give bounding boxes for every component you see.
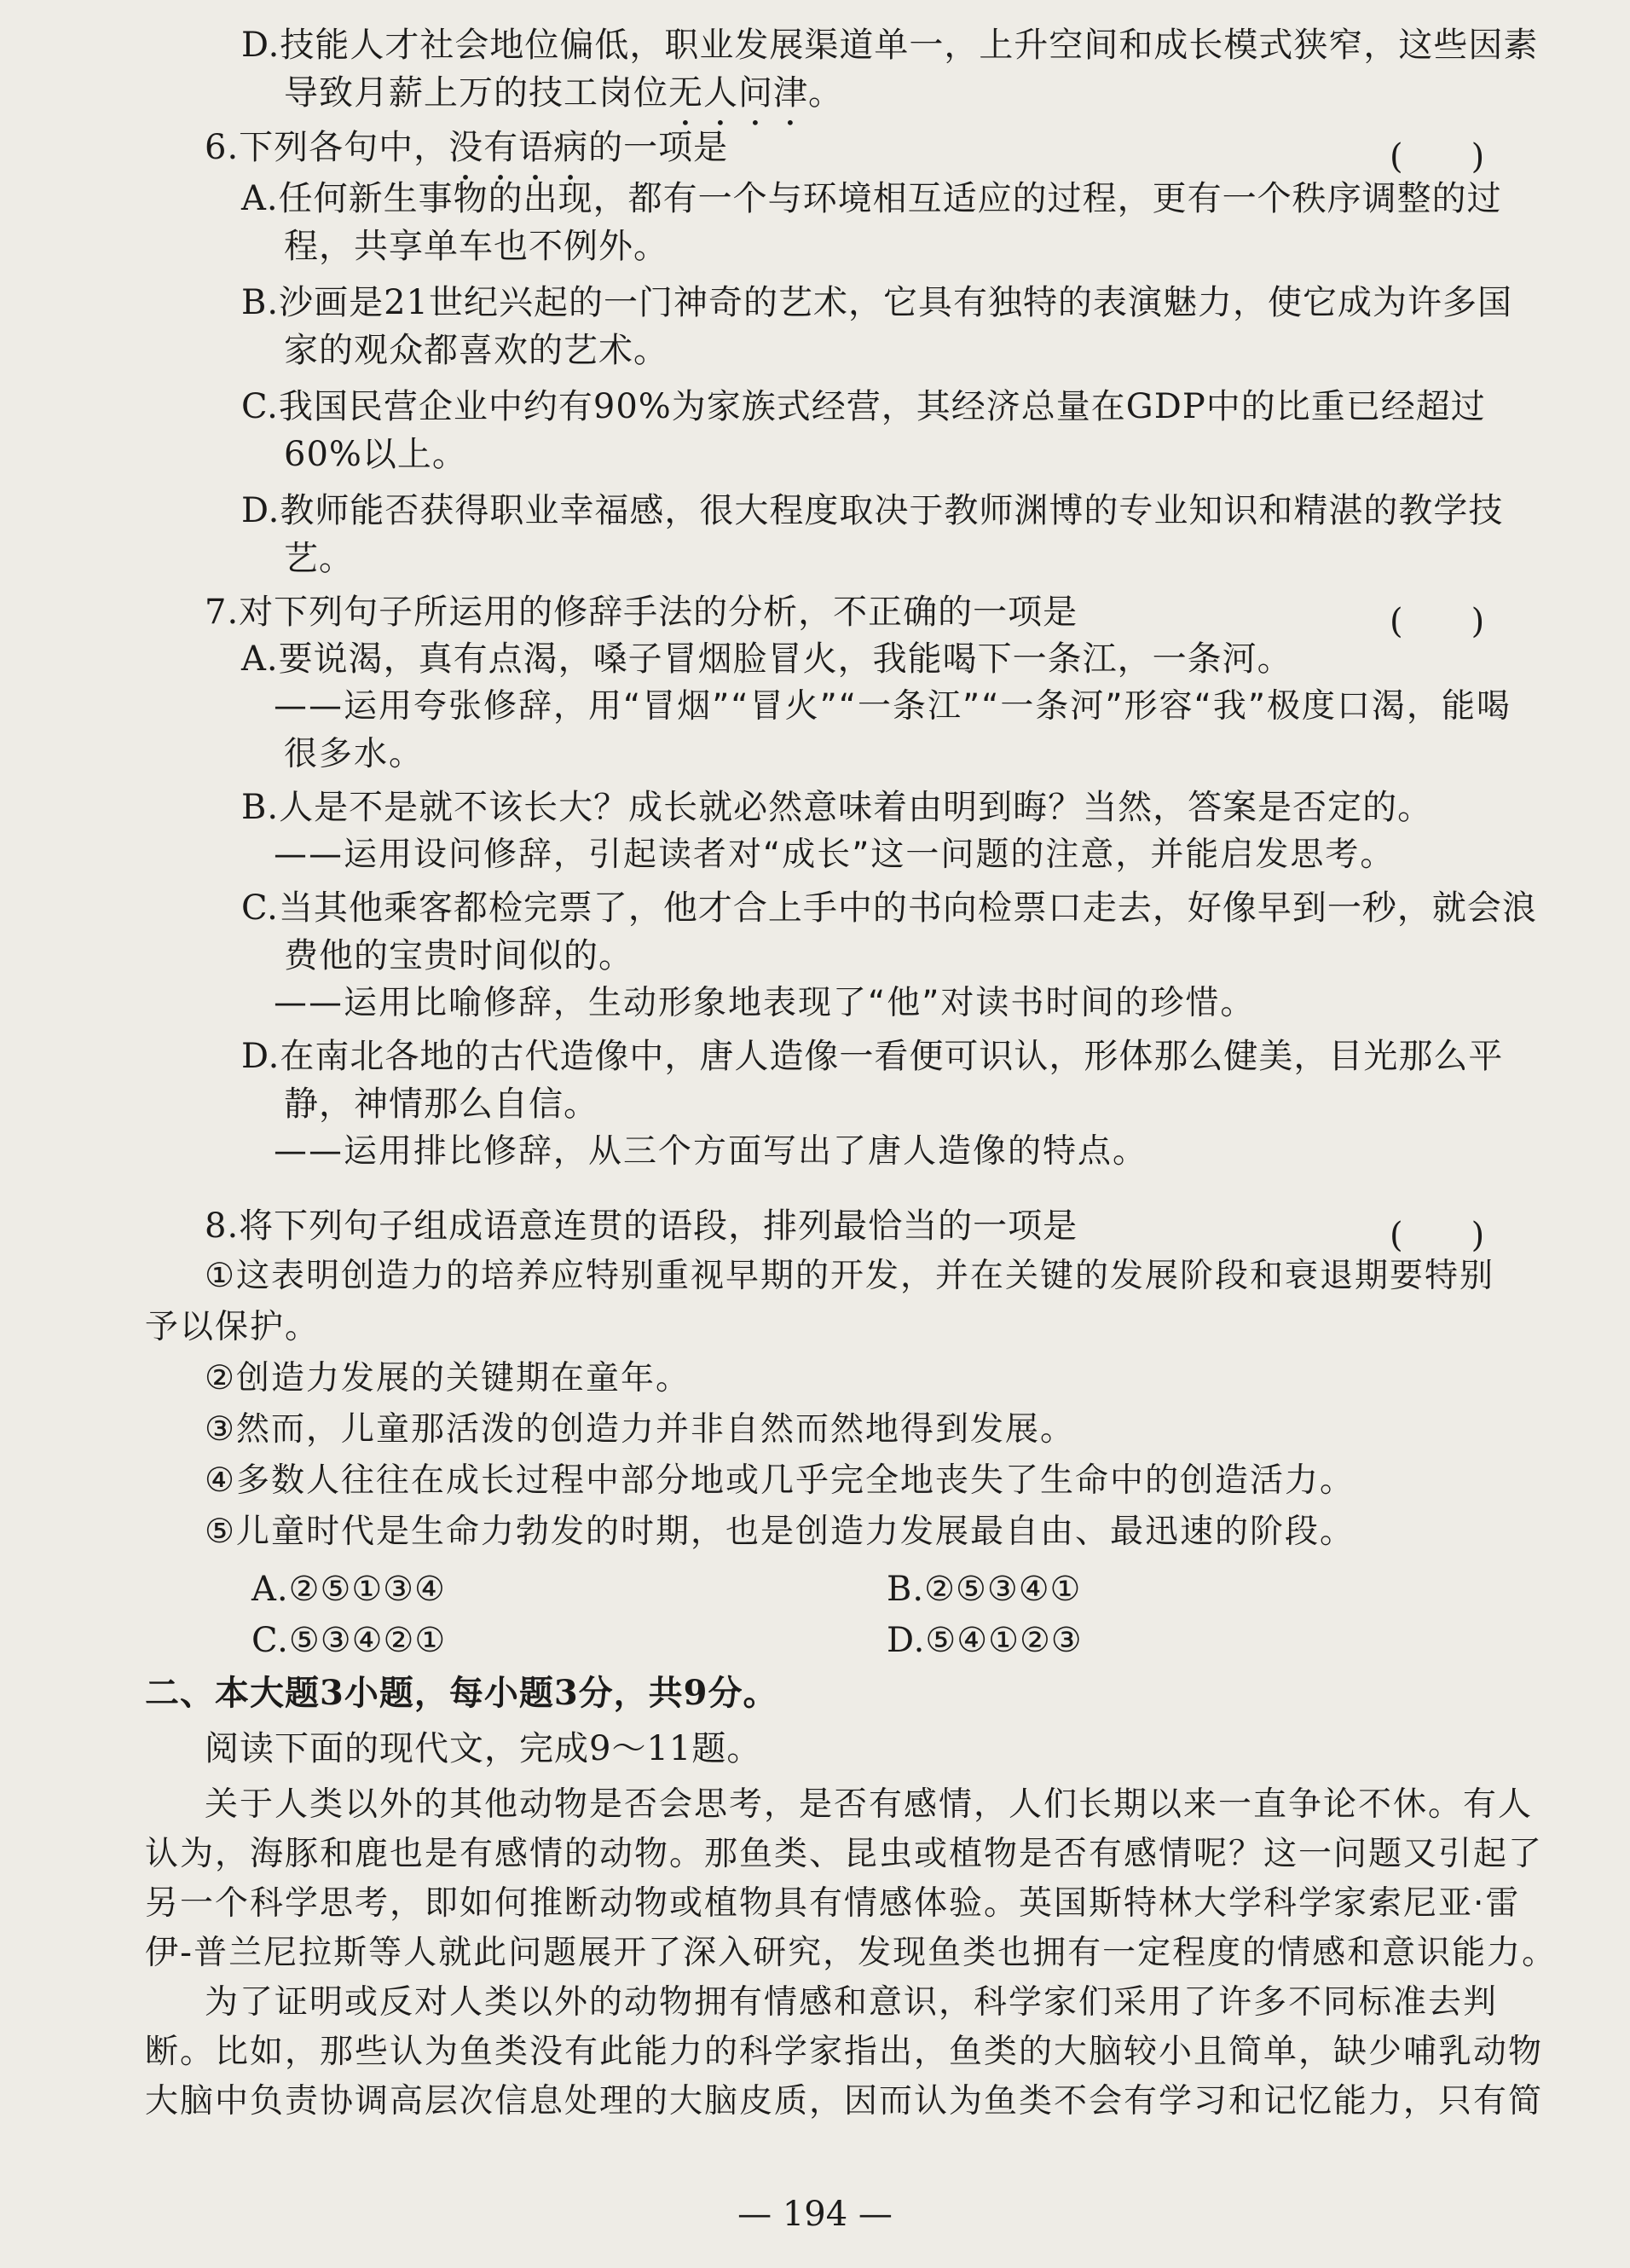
q5-option-d-line1: D.技能人才社会地位偏低，职业发展渠道单一，上升空间和成长模式狭窄，这些因素 <box>241 26 1539 65</box>
q8-option-c: C.⑤③④②① <box>251 1621 447 1660</box>
q8-stem: 8.将下列句子组成语意连贯的语段，排列最恰当的一项是 <box>205 1206 1078 1246</box>
q8-sentence-1: ①这表明创造力的培养应特别重视早期的开发，并在关键的发展阶段和衰退期要特别 予以保护。 <box>145 1257 1494 1346</box>
q8-sentence-4: ④多数人往往在成长过程中部分地或几乎完全地丧失了生命中的创造活力。 <box>205 1461 1355 1500</box>
passage-paragraph-1: 关于人类以外的其他动物是否会思考，是否有感情，人们长期以来一直争论不休。有人 认为，海豚和鹿也是有感情的动物。那鱼类、昆虫或植物是否有感情呢？这一问题又引起了 另一个科学思考，即如何推断动物或植物具有情感体验。英国斯特林大学科学家索尼亚·雷 伊-普兰尼拉斯等人就此问题展开了深入研究，发现鱼类也拥有一定程度的情感和意识能力。 <box>145 1785 1558 1972</box>
q8-sentences <box>145 1251 1494 1558</box>
q7-stem: 7.对下列句子所运用的修辞手法的分析，不正确的一项是 <box>205 593 1078 632</box>
q7-answer-paren: ( ) <box>1390 602 1485 641</box>
q7-option-c: C.当其他乘客都检完票了，他才合上手中的书向检票口走去，好像早到一秒，就会浪 费他的宝贵时间似的。 <box>241 888 1537 975</box>
q7-option-d: D.在南北各地的古代造像中，唐人造像一看便可识认，形体那么健美，目光那么平 静，神情那么自信。 <box>241 1037 1504 1124</box>
passage-paragraph-2: 为了证明或反对人类以外的动物拥有情感和意识，科学家们采用了许多不同标准去判 断。比如，那些认为鱼类没有此能力的科学家指出，鱼类的大脑较小且简单，缺少哺乳动物 大脑中负责协调高层次信息处理的大脑皮质，因而认为鱼类不会有学习和记忆能力，只有简 <box>145 1983 1544 2120</box>
q7-option-b: B.人是不是就不该长大？成长就必然意味着由明到晦？当然，答案是否定的。 <box>241 788 1433 827</box>
q6-option-b: B.沙画是21世纪兴起的一门神奇的艺术，它具有独特的表演魅力，使它成为许多国 家的观众都喜欢的艺术。 <box>241 283 1513 370</box>
q7-option-d-analysis: ——运用排比修辞，从三个方面写出了唐人造像的特点。 <box>274 1132 1148 1171</box>
q8-sentence-2: ②创造力发展的关键期在童年。 <box>205 1359 691 1397</box>
q5-option-d <box>241 21 1538 133</box>
q6-answer-paren: ( ) <box>1390 137 1485 176</box>
q7-option-c-analysis: ——运用比喻修辞，生动形象地表现了“他”对读书时间的珍惜。 <box>274 984 1256 1022</box>
q7-option-b-analysis: ——运用设问修辞，引起读者对“成长”这一问题的注意，并能启发思考。 <box>274 836 1396 874</box>
q8-sentence-5: ⑤儿童时代是生命力勃发的时期，也是创造力发展最自由、最迅速的阶段。 <box>205 1513 1355 1551</box>
q8-option-b: B.②⑤③④① <box>887 1570 1082 1609</box>
q6-stem: 6.下列各句中，没有语病的一项是 <box>205 128 729 167</box>
q5-option-d-line2: 导致月薪上万的技工岗位无人问津。 <box>284 73 843 113</box>
q8-option-d: D.⑤④①②③ <box>887 1621 1083 1660</box>
q8-answer-paren: ( ) <box>1390 1216 1485 1255</box>
q6-option-d: D.教师能否获得职业幸福感，很大程度取决于教师渊博的专业知识和精湛的教学技 艺。 <box>241 491 1504 578</box>
page-number: — 194 — <box>737 2195 893 2234</box>
q6-options <box>241 175 1512 582</box>
q6-option-a: A.任何新生事物的出现，都有一个与环境相互适应的过程，更有一个秩序调整的过 程，共享单车也不例外。 <box>241 179 1502 266</box>
q7-option-a: A.要说渴，真有点渴，嗓子冒烟脸冒火，我能喝下一条江，一条河。 <box>241 639 1292 679</box>
emphasis-text: 没有语病 <box>448 128 589 167</box>
q7-option-a-analysis: ——运用夸张修辞，用“冒烟”“冒火”“一条江”“一条河”形容“我”极度口渴，能喝 很多水。 <box>274 687 1512 773</box>
q8-option-a: A.②⑤①③④ <box>251 1570 446 1609</box>
q8-sentence-3: ③然而，儿童那活泼的创造力并非自然而然地得到发展。 <box>205 1410 1075 1449</box>
section-instructions: 阅读下面的现代文，完成9～11题。 <box>205 1729 762 1768</box>
section-heading: 二、本大题3小题，每小题3分，共9分。 <box>145 1673 778 1713</box>
q6-option-c: C.我国民营企业中约有90%为家族式经营，其经济总量在GDP中的比重已经超过 60%以上。 <box>241 387 1486 474</box>
q7-options <box>241 635 1537 1176</box>
emphasis-text: 无人问津 <box>668 73 808 113</box>
